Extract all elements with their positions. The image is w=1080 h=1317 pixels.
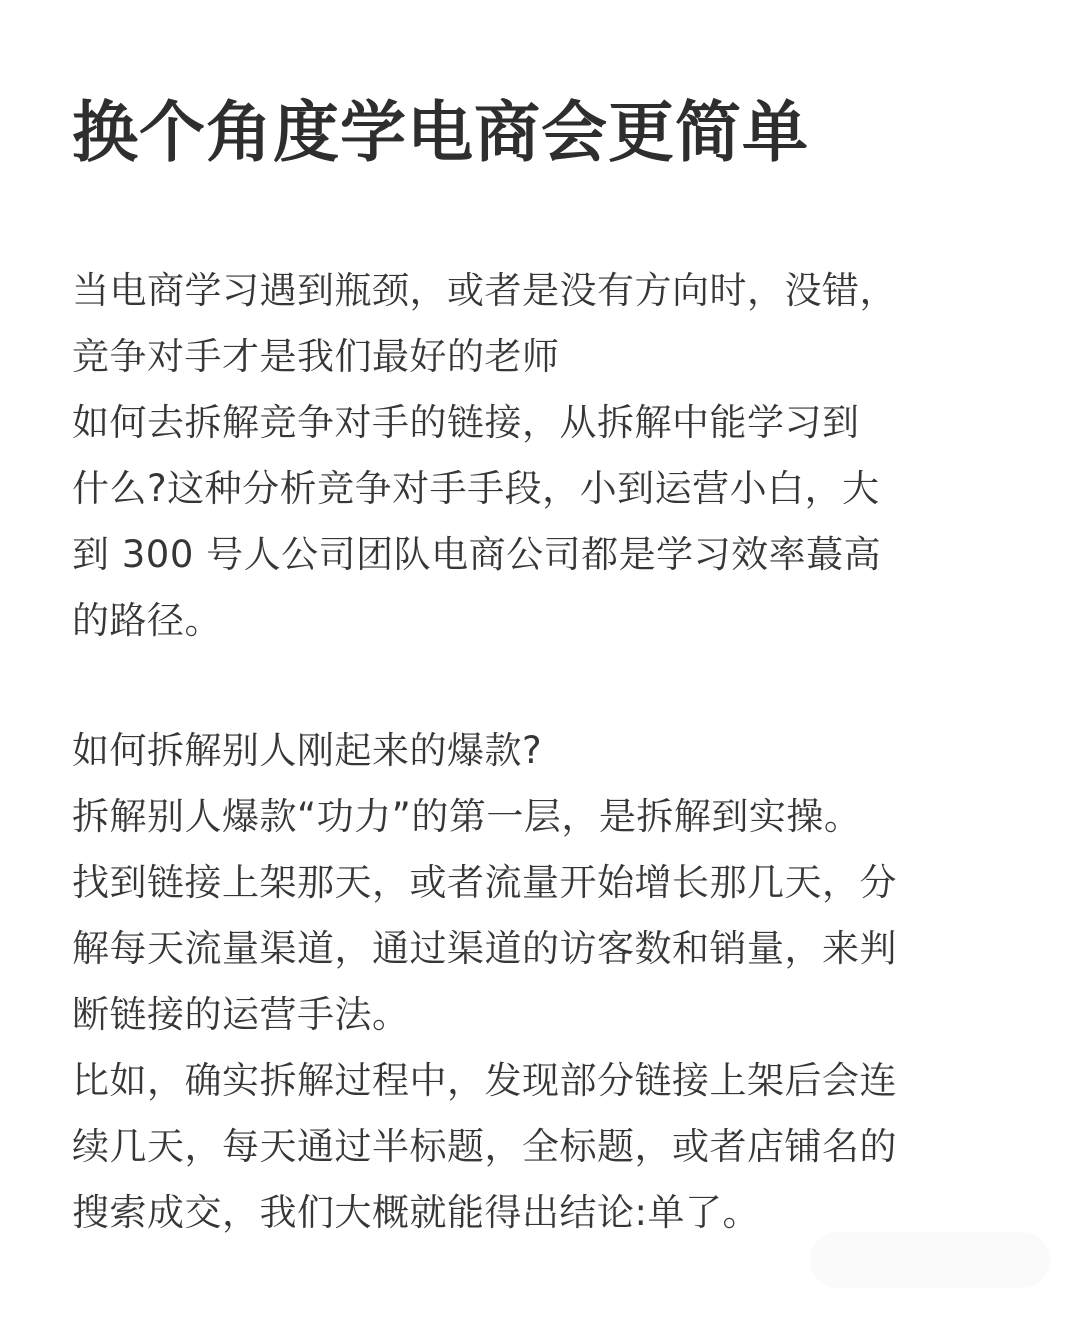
- text-line: 当电商学习遇到瓶颈，或者是没有方向时，没错，: [72, 269, 897, 312]
- text-line: 到 300 号人公司团队电商公司都是学习效率蕞高: [72, 533, 882, 576]
- paragraph-intro: [72, 258, 1008, 654]
- paragraph-method: [72, 718, 1008, 1246]
- text-line: 解每天流量渠道，通过渠道的访客数和销量，来判: [72, 927, 897, 970]
- text-line: 竞争对手才是我们最好的老师: [72, 335, 560, 378]
- text-line: 如何去拆解竞争对手的链接，从拆解中能学习到: [72, 401, 860, 444]
- text-line: 断链接的运营手法。: [72, 993, 410, 1036]
- text-line: 搜索成交，我们大概就能得出结论:单了。: [72, 1191, 760, 1234]
- text-line: 如何拆解别人刚起来的爆款?: [72, 729, 543, 772]
- text-line: 找到链接上架那天，或者流量开始增长那几天，分: [72, 861, 897, 904]
- text-line: 的路径。: [72, 599, 222, 642]
- faded-watermark: [810, 1232, 1050, 1288]
- text-line: 续几天，每天通过半标题，全标题，或者店铺名的: [72, 1125, 897, 1168]
- text-line: 比如，确实拆解过程中，发现部分链接上架后会连: [72, 1059, 897, 1102]
- text-line: 拆解别人爆款“功力”的第一层，是拆解到实操。: [72, 795, 862, 838]
- text-line: 什么?这种分析竞争对手手段，小到运营小白，大: [72, 467, 880, 510]
- article-title: 换个角度学电商会更简单: [72, 94, 809, 171]
